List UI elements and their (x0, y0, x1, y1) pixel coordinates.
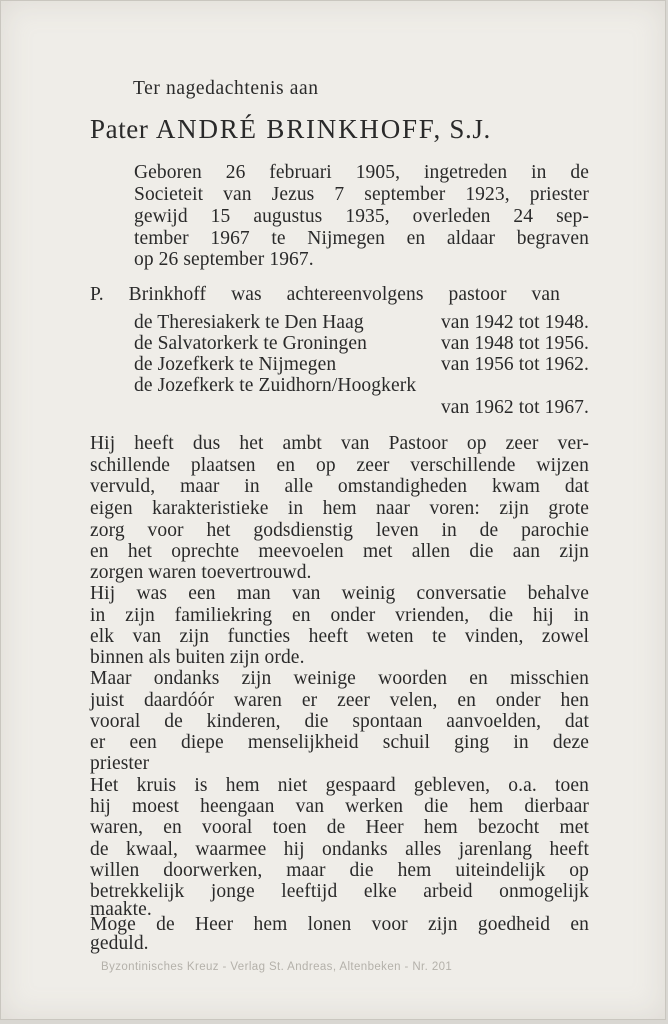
body-line: en het oprechte meevoelen met allen die aan zijn (90, 541, 589, 562)
order-abbreviation: S.J. (449, 114, 491, 144)
body-line: vooral de kinderen, die spontaan aanvoelden, dat (90, 711, 589, 732)
career-period: van 1962 tot 1967. (440, 397, 589, 418)
body-line: Hij heeft dus het ambt van Pastoor op zeer ver- (90, 433, 589, 454)
title-prefix: Pater (90, 114, 149, 144)
bio-line: tember 1967 te Nijmegen en aldaar begraven (134, 228, 589, 249)
body-line: in zijn familiekring en onder vrienden, die hij in (90, 605, 589, 626)
body-line: priester (90, 753, 150, 774)
body-line: maakte. (90, 899, 152, 920)
body-line: Het kruis is hem niet gespaard gebleven, o.a. toen (90, 775, 589, 796)
career-period: van 1942 tot 1948. (440, 312, 589, 333)
full-name: ANDRÉ BRINKHOFF, (155, 114, 443, 144)
body-line: de kwaal, waarmee hij ondanks alles jarenlang heeft (90, 839, 589, 860)
bio-line: gewijd 15 augustus 1935, overleden 24 sep- (134, 206, 589, 227)
body-line: zorg voor het godsdienstig leven in de parochie (90, 520, 589, 541)
body-line: willen doorwerken, maar die hem uiteindelijk op (90, 860, 589, 881)
bio-line: op 26 september 1967. (134, 249, 314, 270)
body-line: eigen karakteristieke in hem naar voren: zijn grote (90, 498, 589, 519)
publisher-imprint: Byzontinisches Kreuz - Verlag St. Andreas, Altenbeken - Nr. 201 (101, 961, 453, 973)
deceased-name (90, 114, 491, 145)
body-line: er een diepe menselijkheid schuil ging in deze (90, 732, 589, 753)
body-line: vervuld, maar in alle omstandigheden kwam dat (90, 476, 589, 497)
body-line: hij moest heengaan van werken die hem dierbaar (90, 796, 589, 817)
career-church: de Salvatorkerk te Groningen (134, 333, 367, 354)
career-church: de Theresiakerk te Den Haag (134, 312, 364, 333)
body-line: geduld. (90, 933, 149, 954)
body-line: betrekkelijk jonge leeftijd elke arbeid onmogelijk (90, 881, 589, 902)
bio-line: Societeit van Jezus 7 september 1923, priester (134, 184, 589, 205)
career-period: van 1948 tot 1956. (440, 333, 589, 354)
body-line: Maar ondanks zijn weinige woorden en misschien (90, 668, 589, 689)
body-line: zorgen waren toevertrouwd. (90, 562, 312, 583)
body-line: Hij was een man van weinig conversatie behalve (90, 583, 589, 604)
memorial-intro: Ter nagedachtenis aan (133, 78, 319, 99)
career-church: de Jozefkerk te Nijmegen (134, 354, 337, 375)
body-line: Moge de Heer hem lonen voor zijn goedheid en (90, 914, 589, 935)
career-intro: P. Brinkhoff was achtereenvolgens pastoor van (90, 284, 560, 305)
career-church: de Jozefkerk te Zuidhorn/Hoogkerk (134, 375, 417, 396)
career-period: van 1956 tot 1962. (440, 354, 589, 375)
body-line: binnen als buiten zijn orde. (90, 647, 305, 668)
body-line: schillende plaatsen en op zeer verschillende wijzen (90, 455, 589, 476)
bio-line: Geboren 26 februari 1905, ingetreden in de (134, 162, 589, 183)
body-line: juist daardóór waren er zeer velen, en onder hen (90, 690, 589, 711)
body-line: elk van zijn functies heeft weten te vinden, zowel (90, 626, 589, 647)
body-line: waren, en vooral toen de Heer hem bezocht met (90, 817, 589, 838)
